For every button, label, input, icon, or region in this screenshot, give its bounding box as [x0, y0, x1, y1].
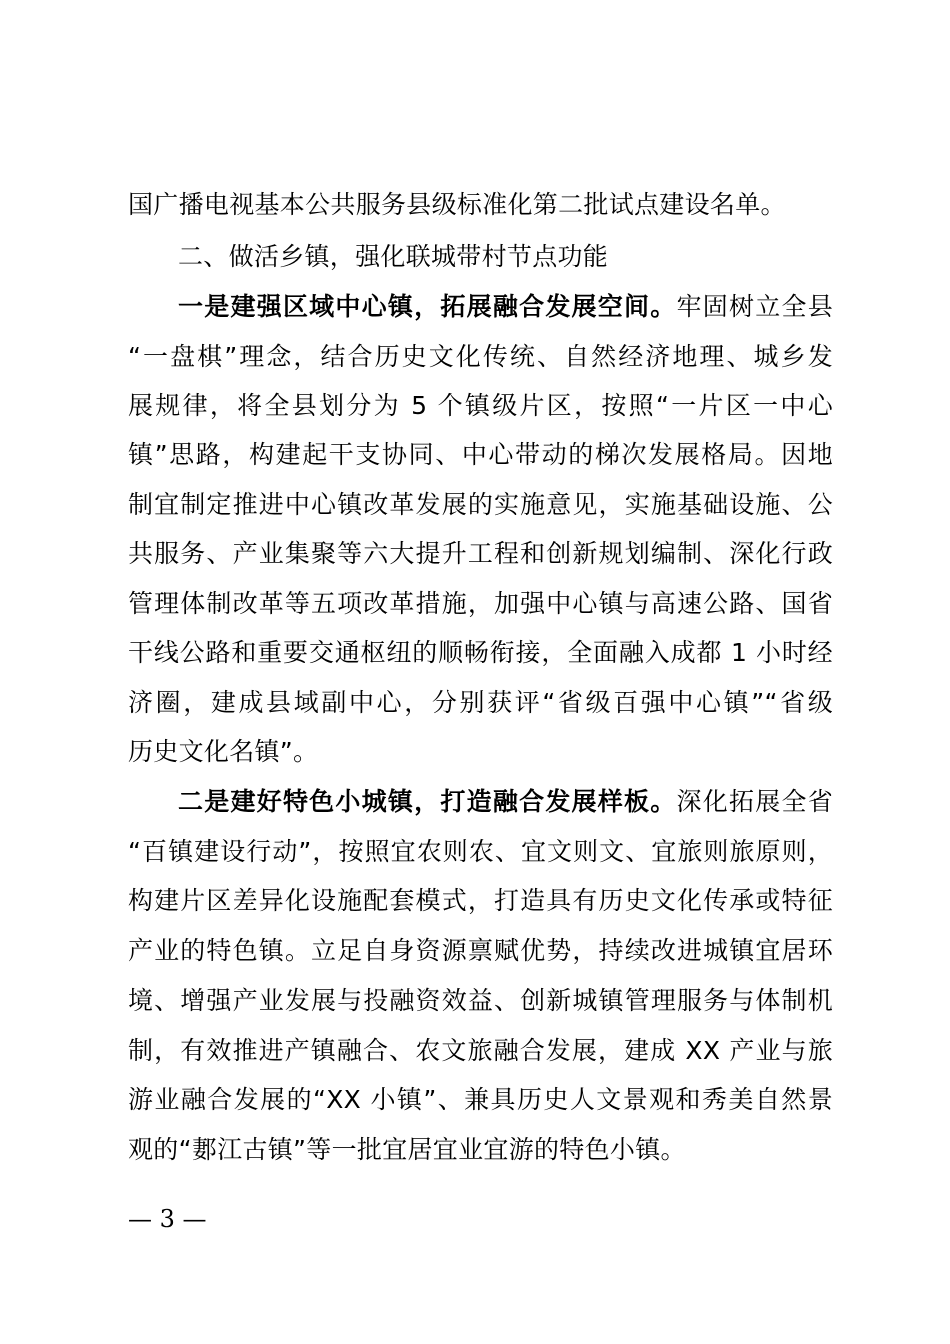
body-line: 构建片区差异化设施配套模式，打造具有历史文化传承或特征: [128, 886, 833, 915]
body-line: 济圈，建成县域副中心，分别获评“省级百强中心镇”“省级: [128, 688, 833, 717]
body-line: 制宜制定推进中心镇改革发展的实施意见，实施基础设施、公: [128, 490, 833, 519]
body-line: “百镇建设行动”，按照宜农则农、宜文则文、宜旅则旅原则，: [128, 837, 833, 866]
body-line: 国广播电视基本公共服务县级标准化第二批试点建设名单。: [128, 190, 786, 219]
body-line: 境、增强产业发展与投融资效益、创新城镇管理服务与体制机: [128, 986, 833, 1015]
bold-lead: 二是建好特色小城镇，打造融合发展样板。: [178, 787, 677, 816]
body-line: 共服务、产业集聚等六大提升工程和创新规划编制、深化行政: [128, 539, 833, 568]
body-line: 游业融合发展的“XX 小镇”、兼具历史人文景观和秀美自然景: [128, 1085, 833, 1114]
paragraph-lead-line: [178, 290, 833, 324]
body-line: 制，有效推进产镇融合、农文旅融合发展，建成 XX 产业与旅: [128, 1036, 833, 1065]
body-line: “一盘棋”理念，结合历史文化传统、自然经济地理、城乡发: [128, 342, 833, 371]
body-line: 产业的特色镇。立足自身资源禀赋优势，持续改进城镇宜居环: [128, 936, 833, 965]
lead-text: 深化拓展全省: [676, 787, 834, 816]
body-line: 展规律，将全县划分为 5 个镇级片区，按照“一片区一中心: [128, 391, 833, 420]
page-number: — 3 —: [128, 1205, 207, 1233]
body-line: 观的“郪江古镇”等一批宜居宜业宜游的特色小镇。: [128, 1135, 686, 1164]
body-line: 镇”思路，构建起干支协同、中心带动的梯次发展格局。因地: [128, 440, 833, 469]
bold-lead: 一是建强区域中心镇，拓展融合发展空间。: [178, 292, 677, 321]
body-line: 干线公路和重要交通枢纽的顺畅衔接，全面融入成都 1 小时经: [128, 638, 833, 667]
paragraph-lead-line: [178, 785, 833, 819]
body-line: 管理体制改革等五项改革措施，加强中心镇与高速公路、国省: [128, 589, 833, 618]
lead-text: 牢固树立全县: [676, 292, 834, 321]
section-heading: 二、做活乡镇，强化联城带村节点功能: [178, 242, 609, 271]
body-line: 历史文化名镇”。: [128, 737, 319, 766]
